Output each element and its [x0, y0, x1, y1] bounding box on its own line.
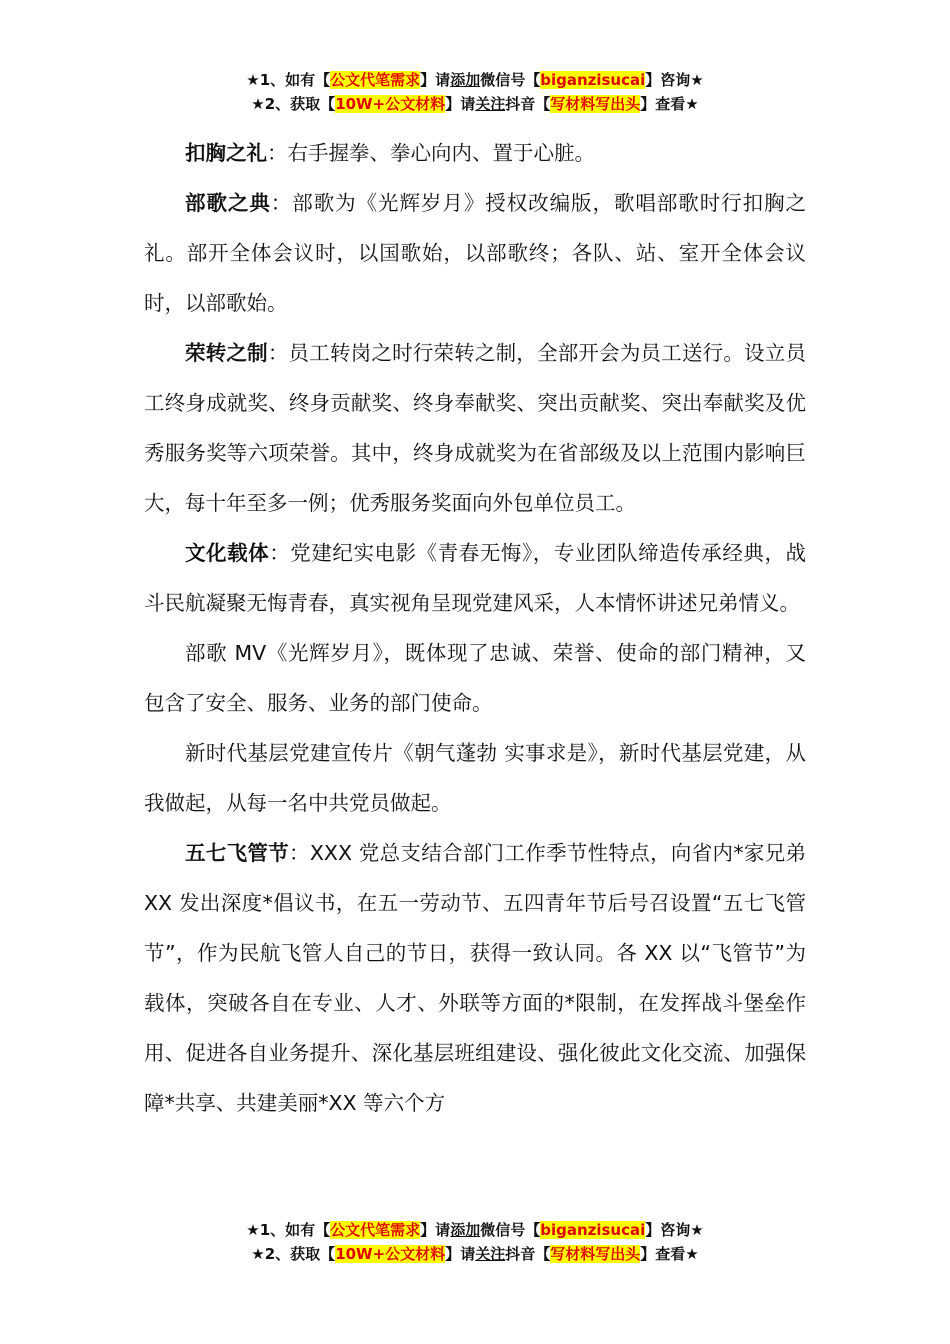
- promo-underline: 添加: [450, 71, 481, 89]
- paragraph-text: ：右手握拳、拳心向内、置于心脏。: [267, 141, 595, 165]
- paragraph-text: 部歌 MV《光辉岁月》，既体现了忠诚、荣誉、使命的部门精神，又包含了安全、服务、业务的部门使命。: [144, 641, 806, 715]
- promo-highlight: 公文代笔需求: [330, 71, 421, 89]
- promo-line-2: [0, 1242, 950, 1266]
- paragraph: [144, 328, 806, 528]
- promo-text: 】咨询★: [645, 1221, 704, 1239]
- promo-highlight: biganzisucai: [540, 1221, 646, 1239]
- paragraph-text: ：部歌为《光辉岁月》授权改编版，歌唱部歌时行扣胸之礼。部开全体会议时，以国歌始，以部歌终；各队、站、室开全体会议时，以部歌始。: [144, 191, 807, 315]
- paragraph-heading: 部歌之典: [185, 191, 271, 215]
- paragraph-text: 新时代基层党建宣传片《朝气蓬勃 实事求是》，新时代基层党建，从我做起，从每一名中共党员做起。: [144, 741, 806, 815]
- promo-text: 】请: [445, 95, 476, 113]
- paragraph: [144, 528, 806, 628]
- paragraph-heading: 荣转之制: [185, 341, 268, 365]
- promo-text: 】查看★: [640, 1245, 699, 1263]
- promo-highlight: 10W+公文材料: [335, 1245, 446, 1263]
- paragraph: [144, 178, 806, 328]
- promo-underline: 关注: [475, 1245, 506, 1263]
- promo-line-1: [0, 1218, 950, 1242]
- paragraph-heading: 文化载体: [185, 541, 270, 565]
- paragraph-text: ：XXX 党总支结合部门工作季节性特点，向省内*家兄弟 XX 发出深度*倡议书，在五一劳动节、五四青年节后号召设置“五七飞管节”，作为民航飞管人自己的节日，获得一致认同。各 XX 以“飞管节”为载体，突破各自在专业、人才、外联等方面的*限制，在发挥战斗堡垒作用、促进各自业务提升、深化基层班组建设、强化彼此文化交流、加强保障*共享、共建美丽*XX 等六个方: [144, 841, 807, 1115]
- promo-text: 微信号【: [480, 71, 541, 89]
- promo-text: 】查看★: [640, 95, 699, 113]
- promo-highlight: 10W+公文材料: [335, 95, 446, 113]
- paragraph: [144, 728, 806, 828]
- promo-underline: 添加: [450, 1221, 481, 1239]
- promo-text: ★2、获取【: [251, 95, 336, 113]
- promo-line-2: [0, 92, 950, 116]
- paragraph: [144, 128, 806, 178]
- promo-underline: 关注: [475, 95, 506, 113]
- promo-text: 】请: [445, 1245, 476, 1263]
- promo-text: 抖音【: [505, 95, 551, 113]
- promo-text: 抖音【: [505, 1245, 551, 1263]
- promo-text: ★1、如有【: [246, 71, 331, 89]
- promo-line-1: [0, 68, 950, 92]
- promo-banner-bottom: [0, 1218, 950, 1266]
- paragraph-text: ：员工转岗之时行荣转之制，全部开会为员工送行。设立员工终身成就奖、终身贡献奖、终身奉献奖、突出贡献奖、突出奉献奖及优秀服务奖等六项荣誉。其中，终身成就奖为在省部级及以上范围内影响巨大，每十年至多一例；优秀服务奖面向外包单位员工。: [144, 341, 806, 515]
- paragraph: [144, 828, 806, 1128]
- promo-text: 】请: [420, 1221, 451, 1239]
- promo-text: 】请: [420, 71, 451, 89]
- paragraph-text: ：党建纪实电影《青春无悔》，专业团队缔造传承经典，战斗民航凝聚无悔青春，真实视角呈现党建风采，人本情怀讲述兄弟情义。: [144, 541, 807, 615]
- promo-highlight: 写材料写出头: [550, 1245, 641, 1263]
- promo-text: 】咨询★: [645, 71, 704, 89]
- promo-highlight: biganzisucai: [540, 71, 646, 89]
- paragraph-heading: 扣胸之礼: [185, 141, 267, 165]
- paragraph: [144, 628, 806, 728]
- promo-text: ★2、获取【: [251, 1245, 336, 1263]
- promo-text: 微信号【: [480, 1221, 541, 1239]
- promo-text: ★1、如有【: [246, 1221, 331, 1239]
- document-body: [144, 128, 806, 1128]
- promo-highlight: 写材料写出头: [550, 95, 641, 113]
- promo-highlight: 公文代笔需求: [330, 1221, 421, 1239]
- promo-banner-top: [0, 68, 950, 116]
- paragraph-heading: 五七飞管节: [185, 841, 290, 865]
